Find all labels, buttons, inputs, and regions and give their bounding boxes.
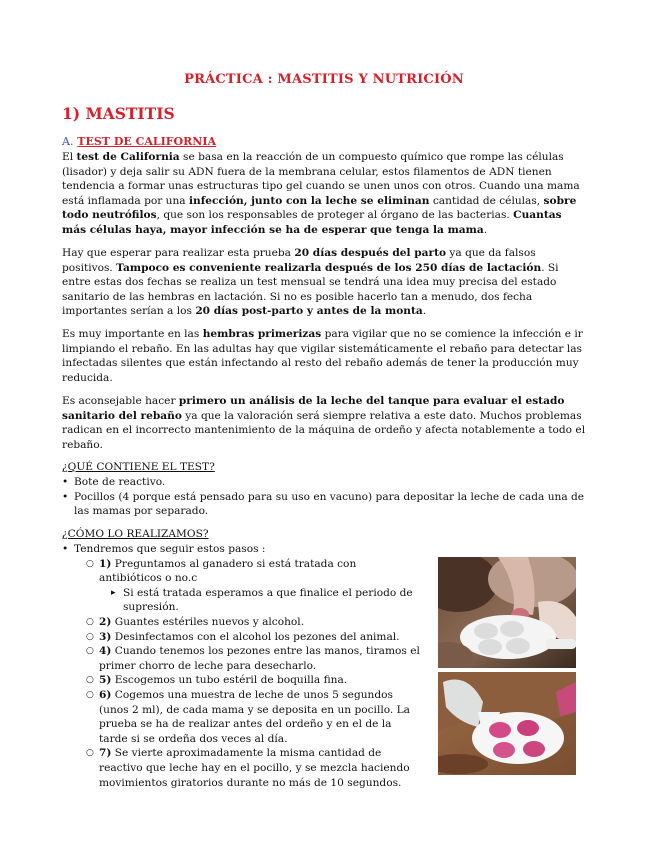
bold-run: infección, junto con la leche se eliminan — [189, 194, 430, 207]
bold-run: test de California — [76, 151, 180, 163]
step-item — [86, 746, 422, 790]
photo-udder-paddle-image — [438, 557, 576, 668]
paragraph-3 — [62, 327, 586, 385]
bold-run: Tampoco es conveniente realizarla después de los 250 días de lactación — [116, 261, 542, 274]
bold-run: primero un análisis de la leche del tanque para evaluar el estado sanitario del rebaño — [62, 395, 565, 422]
section-heading: 1) MASTITIS — [62, 104, 175, 123]
text-run: Es muy importante en las — [62, 328, 203, 340]
photo-reagent-paddle — [438, 672, 576, 775]
subsection-letter: A. — [62, 135, 74, 148]
step-item — [86, 644, 422, 673]
text-run: . Si entre estas dos fechas se realiza un test mensual se tendrá una idea muy precisa del estado sanitario de las hembras en lactación. Si no es posible hacerlo tan a menudo, dos fecha importantes serían a los — [62, 261, 559, 318]
procedure-steps — [62, 542, 422, 790]
steps-list — [62, 557, 422, 791]
paragraph-2 — [62, 246, 586, 319]
step-text: Cogemos una muestra de leche de unos 5 segundos (unos 2 ml), de cada mama y se deposita en un pocillo. La prueba se ha de realizar antes del ordeño y en el de la tarde si se ordeña dos veces al día. — [99, 688, 410, 745]
step-item — [86, 557, 422, 615]
step-number: 7) — [99, 747, 112, 760]
step-text: Cuando tenemos los pezones entre las manos, tiramos el primer chorro de leche para desecharlo. — [99, 645, 420, 672]
test-contents-list — [62, 475, 586, 519]
subsection-label: TEST DE CALIFORNIA — [77, 135, 217, 148]
step-item — [86, 630, 422, 645]
text-run: ya que la valoración será siempre relativa a este dato. Muchos problemas radican en el incorrecto mantenimiento de la máquina de ordeño y afecta notablemente a todo el rebaño. — [62, 409, 586, 451]
bold-run: Cuantas más células haya, mayor infección se ha de esperar que tenga la mama — [62, 209, 562, 236]
text-run: ya que da falsos positivos. — [62, 247, 536, 274]
text-run: . — [483, 223, 488, 236]
list-item: • Bote de reactivo. — [62, 475, 586, 490]
test-contents-heading: ¿QUÉ CONTIENE EL TEST? — [62, 461, 215, 473]
paragraph-4 — [62, 394, 586, 452]
sub-step-item: ▸ Si está tratada esperamos a que finalice el periodo de supresión. — [99, 586, 422, 615]
step-number: 5) — [99, 674, 112, 687]
text-run: . — [422, 305, 427, 318]
step-text: Desinfectamos con el alcohol los pezones del animal. — [111, 630, 400, 643]
step-item — [86, 615, 422, 630]
text-run: Es aconsejable hacer — [62, 395, 179, 407]
text-run: Hay que esperar para realizar esta prueba — [62, 247, 295, 259]
step-number: 4) — [99, 645, 112, 658]
text-run: cantidad de células, — [429, 194, 544, 207]
text-run: para vigilar que no se comience la infección e ir limpiando el rebaño. En las adultas hay que vigilar sistemáticamente el rebaño para detectar las infectadas silentes que están infectando al resto del rebaño además de tener la producción muy reducida. — [62, 328, 583, 384]
step-number: 3) — [99, 630, 112, 643]
bold-run: sobre todo neutrófilos — [62, 194, 577, 222]
photo-reagent-paddle-image — [438, 672, 576, 775]
step-text: Guantes estériles nuevos y alcohol. — [111, 615, 305, 628]
procedure-heading: ¿CÓMO LO REALIZAMOS? — [62, 528, 209, 540]
step-text: Se vierte aproximadamente la misma cantidad de reactivo que leche hay en el pocillo, y se mezcla haciendo movimientos giratorios durante no más de 10 segundos. — [99, 747, 410, 789]
text-run: se basa en la reacción de un compuesto químico que rompe las células (lisador) y deja salir su ADN fuera de la membrana celular, estos filamentos de ADN tienen tendencia a formar unas estructuras tipo gel cuando se unen unos con otros. Cuando una mama está inflamada por una — [62, 151, 580, 207]
list-item: • Pocillos (4 porque está pensado para su uso en vacuno) para depositar la leche de cada una de las mamas por separado. — [62, 490, 586, 519]
step-number: 6) — [99, 688, 112, 701]
photo-udder-paddle — [438, 557, 576, 668]
text-run: , que son los responsables de proteger al órgano de las bacterias. — [156, 209, 514, 222]
bold-run: hembras primerizas — [202, 328, 322, 340]
step-item — [86, 688, 422, 746]
paragraph-1 — [62, 150, 586, 238]
step-number: 2) — [99, 615, 112, 628]
step-item — [86, 673, 422, 688]
bold-run: 20 días después del parto — [294, 247, 447, 259]
bold-run: 20 días post-parto y antes de la monta — [195, 305, 423, 318]
text-run: El — [62, 151, 77, 163]
page-title: PRÁCTICA : MASTITIS Y NUTRICIÓN — [184, 72, 464, 87]
procedure-intro: • Tendremos que seguir estos pasos : — [62, 542, 422, 557]
step-text: Escogemos un tubo estéril de boquilla fina. — [111, 674, 348, 687]
step-text: Preguntamos al ganadero si está tratada con antibióticos o no.c — [99, 557, 357, 585]
subsection-heading — [62, 135, 216, 148]
step-number: 1) — [99, 557, 112, 570]
